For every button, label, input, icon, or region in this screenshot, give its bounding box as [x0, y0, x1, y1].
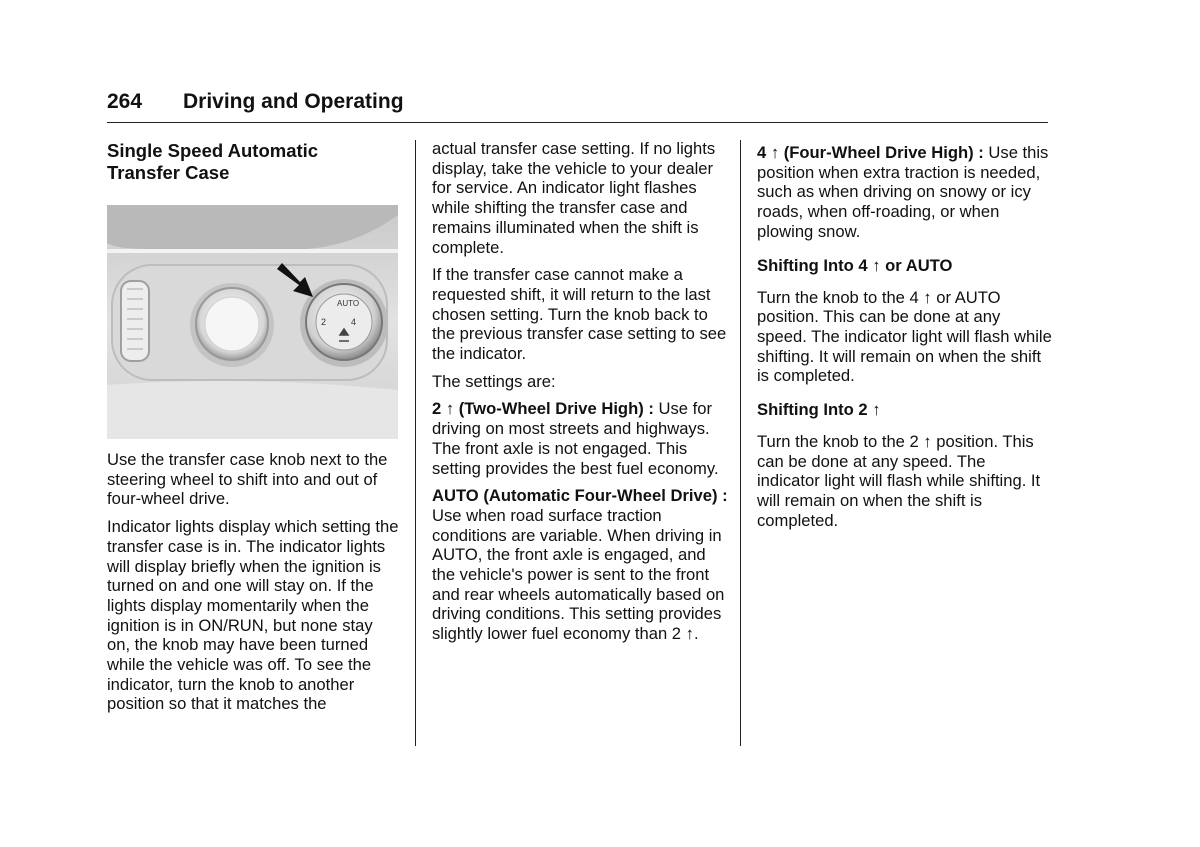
column-divider-1: [415, 140, 416, 746]
header-rule: [107, 122, 1048, 123]
knob-label-auto: AUTO: [337, 299, 360, 308]
knob-label-four: 4: [351, 317, 357, 327]
column-2: [432, 139, 728, 652]
paragraph: The settings are:: [432, 371, 556, 391]
setting-description: Use this position when extra traction is needed, such as when driving on snowy or icy roads, when off-roading, or when plowing snow.: [757, 143, 1049, 241]
setting-term: 2 ↑ (Two-Wheel Drive High) :: [432, 399, 654, 419]
setting-description: Use when road surface traction conditions are variable. When driving in AUTO, the front axle is engaged, and the vehicle's power is sent to the front and rear wheels automatically based on driving conditions. This setting provides slightly lower fuel economy than 2 ↑.: [432, 505, 725, 644]
knob-illustration: [107, 205, 398, 439]
setting-description: Use for driving on most streets and highways. The front axle is not engaged. This setting provides the best fuel economy.: [432, 399, 719, 478]
subheading: Shifting Into 2 ↑: [757, 400, 881, 420]
section-title: [107, 140, 399, 184]
column-divider-2: [740, 140, 741, 746]
section-title-line-2: Transfer Case: [107, 162, 230, 183]
paragraph: Use the transfer case knob next to the steering wheel to shift into and out of four-wheel drive.: [107, 450, 388, 509]
page-header: [107, 88, 1048, 122]
paragraph: Indicator lights display which setting the transfer case is in. The indicator lights will display briefly when the ignition is turned on and one will stay on. If the lights display momentarily when the ignition is in ON/RUN, but none stay on, the knob may have been turned while the vehicle was off. To see the indicator, turn the knob to another position so that it matches the: [107, 517, 399, 714]
paragraph: If the transfer case cannot make a requested shift, it will return to the last chosen setting. Turn the knob back to the previous transfer case setting to see the indicator.: [432, 265, 727, 364]
setting-two-wheel: [432, 399, 728, 478]
column-3: [757, 143, 1052, 539]
setting-auto: [432, 486, 728, 644]
column-1-body: [107, 450, 399, 722]
paragraph: actual transfer case setting. If no lights display, take the vehicle to your dealer for service. An indicator light flashes while shifting the transfer case and remains illuminated when the shift is complete.: [432, 139, 716, 257]
paragraph: Turn the knob to the 2 ↑ position. This can be done at any speed. The indicator light will flash while shifting. It will remain on when the shift is completed.: [757, 432, 1041, 530]
page-number: 264: [107, 90, 143, 113]
chapter-title: Driving and Operating: [183, 90, 404, 113]
transfer-case-knob-photo: [107, 205, 398, 439]
knob-label-two: 2: [321, 317, 327, 327]
paragraph: Turn the knob to the 4 ↑ or AUTO position. This can be done at any speed. The indicator light will flash while shifting. It will remain on when the shift is completed.: [757, 287, 1052, 386]
subheading: Shifting Into 4 ↑ or AUTO: [757, 255, 953, 275]
setting-term: 4 ↑ (Four-Wheel Drive High) :: [757, 143, 984, 162]
setting-four-wheel: [757, 143, 1052, 242]
column-1: [107, 140, 399, 184]
setting-term: AUTO (Automatic Four-Wheel Drive) :: [432, 486, 728, 506]
section-title-line-1: Single Speed Automatic: [107, 140, 319, 161]
